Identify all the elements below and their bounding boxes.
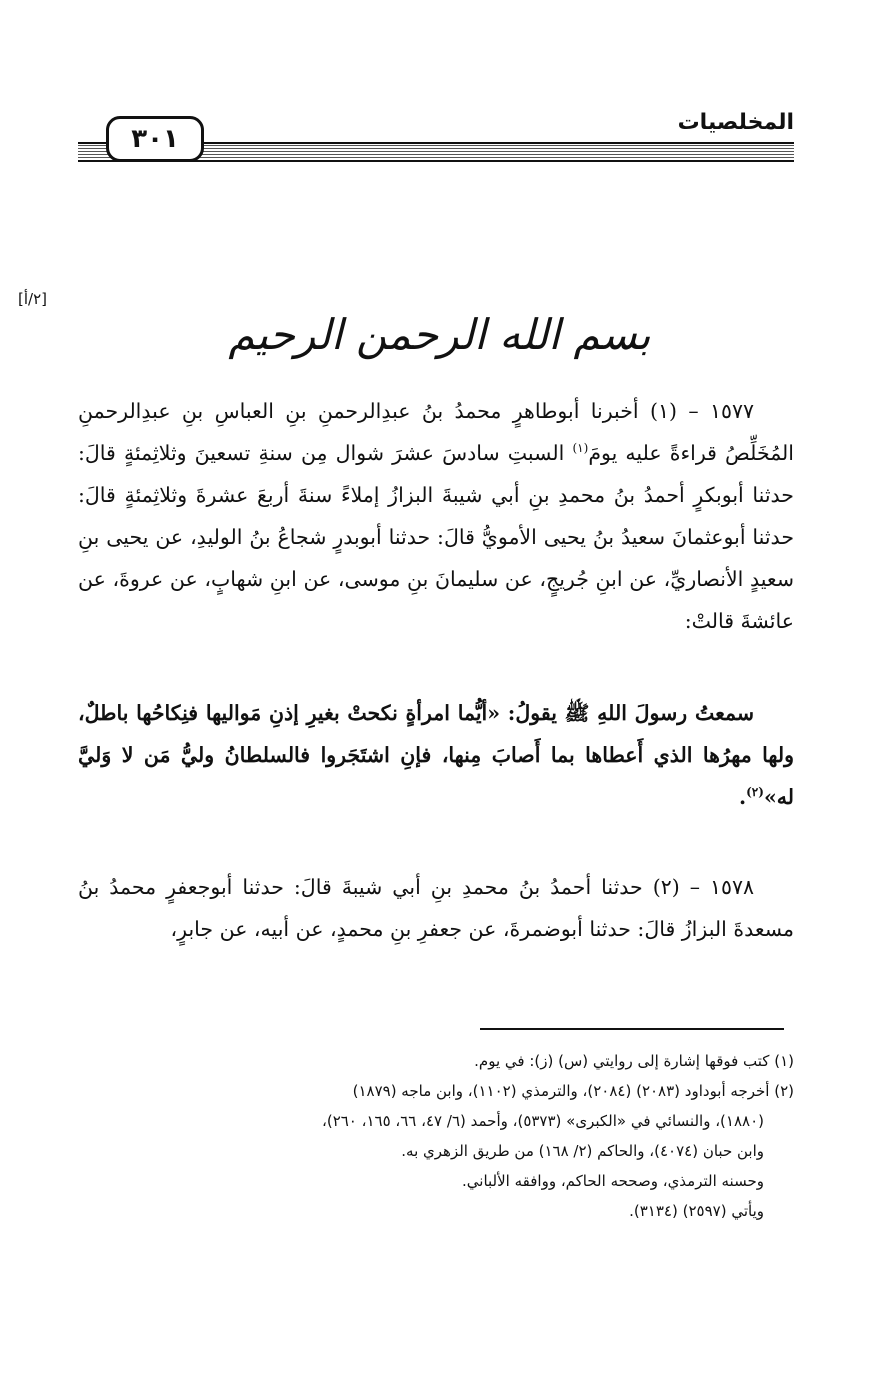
hadith-1578-isnad: [78, 866, 794, 950]
book-title: المخلصيات: [677, 110, 794, 135]
footnote-2-line-4: وحسنه الترمذي، وصححه الحاكم، ووافقه الألباني.: [462, 1172, 764, 1190]
hadith-end: .: [738, 785, 747, 809]
paragraph-text: ١٥٧٨ – (٢) حدثنا أحمدُ بنُ محمدِ بنِ أبي شيبةَ قالَ: حدثنا أبوجعفرٍ محمدُ بنُ مسعدةَ البزازُ قالَ: حدثنا أبوضمرةَ، عن جعفرِ بنِ محمدٍ، عن أبيه، عن جابرٍ،: [78, 875, 794, 941]
running-header: [78, 108, 794, 168]
footnote-2-line-2: (١٨٨٠)، والنسائي في «الكبرى» (٥٣٧٣)، وأحمد (٦/ ٤٧، ٦٦، ١٦٥، ٢٦٠)،: [321, 1112, 764, 1130]
page-number: ٣٠١: [106, 116, 204, 162]
footnote-2-line-5: ويأتي (٢٥٩٧) (٣١٣٤).: [629, 1202, 764, 1220]
footnotes: [78, 1046, 794, 1226]
hadith-matn: [78, 692, 794, 818]
paragraph-text: ١٥٧٧ – (١) أخبرنا أبوطاهرٍ محمدُ بنُ عبدِالرحمنِ بنِ العباسِ بنِ عبدِالرحمنِ المُخَلِّصُ قراءةً عليه يومَ: [78, 399, 794, 465]
hadith-1577-isnad: [78, 390, 794, 642]
basmala: بسم الله الرحمن الرحيم: [228, 310, 651, 359]
hadith-text: سمعتُ رسولَ اللهِ ﷺ يقولُ: «أيُّما امرأةٍ نكحتْ بغيرِ إذنِ مَواليها فنِكاحُها باطلٌ، ولها مهرُها الذي أَعطاها بما أَصابَ مِنها، فإنِ اشتَجَروا فالسلطانُ وليُّ مَن لا وَليَّ له»: [78, 701, 794, 809]
footnote-separator: [480, 1028, 784, 1030]
paragraph-text-cont: السبتِ سادسَ عشرَ شوال مِن سنةِ تسعينَ وثلاثِمئةٍ قالَ: حدثنا أبوبكرٍ أحمدُ بنُ محمدِ بنِ أبي شيبةَ البزازُ إملاءً سنةَ أربعَ عشرةَ وثلاثِمئةٍ قالَ: حدثنا أبوعثمانَ سعيدُ بنُ يحيى الأمويُّ قالَ: حدثنا أبوبدرٍ شجاعُ بنُ الوليدِ، عن يحيى بنِ سعيدٍ الأنصاريِّ، عن ابنِ جُريجٍ، عن سليمانَ بنِ موسى، عن ابنِ شهابٍ، عن عروةَ، عن عائشةَ قالتْ:: [78, 441, 794, 633]
footnote-2-line-1: (٢) أخرجه أبوداود (٢٠٨٣) (٢٠٨٤)، والترمذي (١١٠٢)، وابن ماجه (١٨٧٩): [352, 1082, 794, 1100]
footnote-2-line-3: وابن حبان (٤٠٧٤)، والحاكم (٢/ ١٦٨) من طريق الزهري به.: [401, 1142, 764, 1160]
footnote-1: (١) كتب فوقها إشارة إلى روايتي (س) (ز): في يوم.: [474, 1052, 794, 1070]
footnote-marker-1: (١): [572, 441, 589, 456]
folio-reference: [٢/أ]: [18, 290, 47, 308]
footnote-marker-2: (٢): [746, 785, 764, 800]
